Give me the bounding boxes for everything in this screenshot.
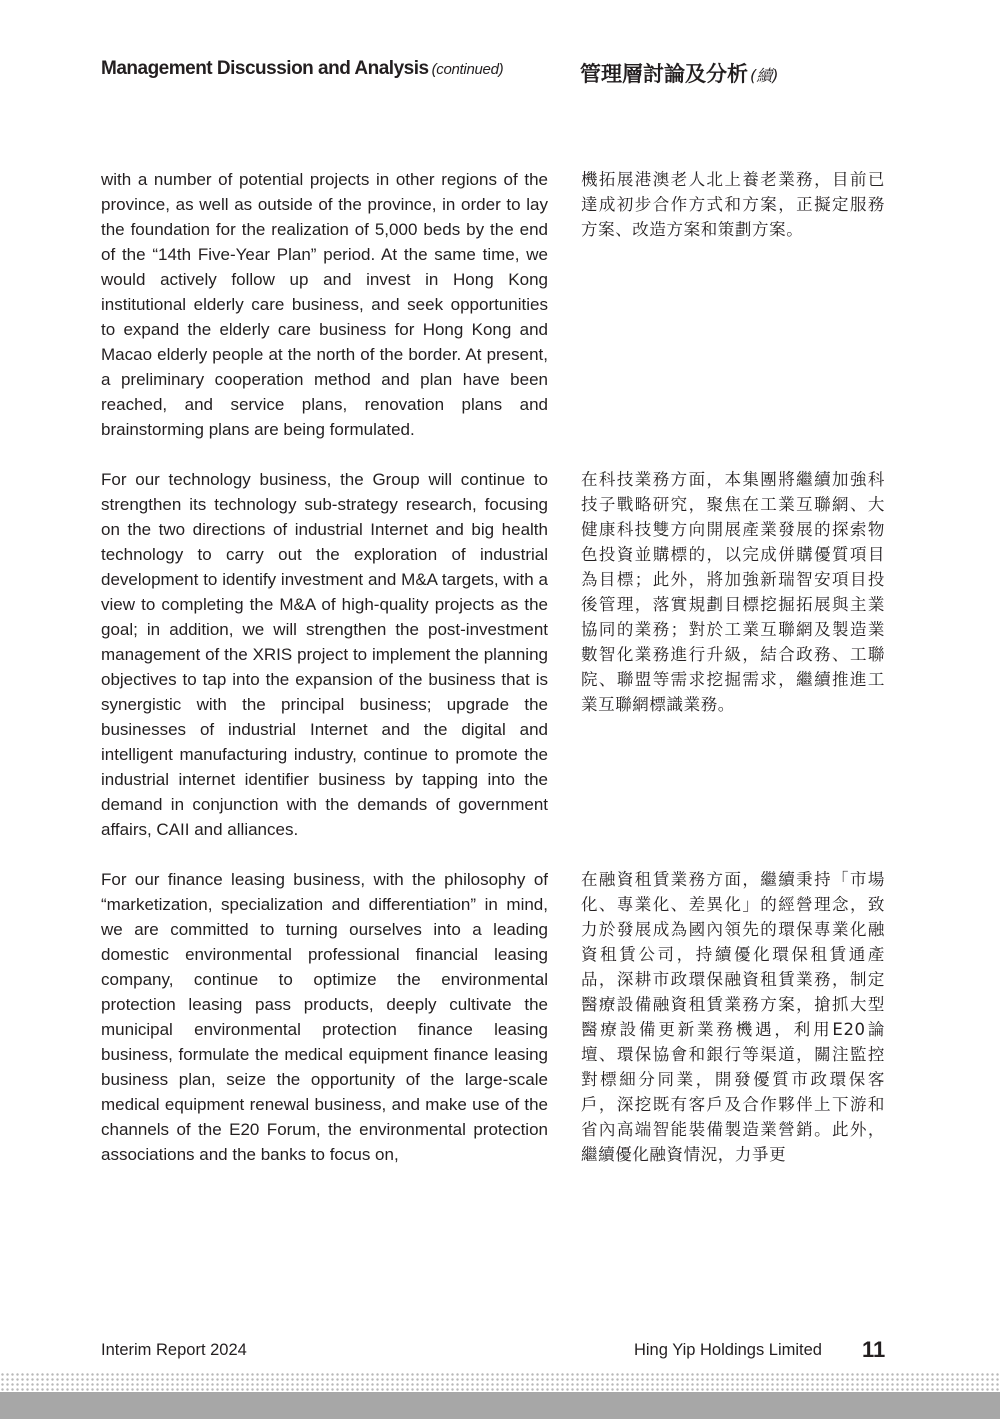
chinese-paragraph-elderly-care: 機拓展港澳老人北上養老業務，目前已達成初步合作方式和方案，正擬定服務方案、改造方案和策劃方案。 bbox=[581, 170, 885, 239]
header-continued-en: (continued) bbox=[431, 61, 504, 78]
page-number: 11 bbox=[862, 1337, 886, 1362]
english-paragraph-technology: For our technology business, the Group will continue to strengthen its technology sub-strategy research, focusing on the two directions of industrial Internet and big health technology to carry out the exploration of industrial development to identify investment and M&A targets, with a view to completing the M&A of high-quality projects as the goal; in addition, we will strengthen the post-investment management of the XRIS project to implement the planning objectives to tap into the expansion of the business that is synergistic with the principal business; upgrade the businesses of industrial Internet and the digital and intelligent manufacturing industry, continue to promote the industrial internet identifier business by tapping into the demand in conjunction with the demands of government affairs, CAII and alliances. bbox=[101, 470, 548, 839]
chinese-paragraph-finance-leasing: 在融資租賃業務方面，繼續秉持「市場化、專業化、差異化」的經營理念，致力於發展成為國內領先的環保專業化融資租賃公司，持續優化環保租賃通產品，深耕市政環保融資租賃業務，制定醫療設備融資租賃業務方案，搶抓大型醫療設備更新業務機遇，利用E20論壇、環保協會和銀行等渠道，關注監控對標細分同業，開發優質市政環保客戶，深挖既有客戶及合作夥伴上下游和省內高端智能裝備製造業營銷。此外，繼續優化融資情況，力爭更 bbox=[581, 870, 885, 1164]
english-paragraph-finance-leasing: For our finance leasing business, with the philosophy of “marketization, specialization and differentiation” in mind, we are committed to turning ourselves into a leading domestic environmental professional financial leasing company, continue to optimize the environmental protection leasing pass products, deeply cultivate the municipal environmental protection finance leasing business, formulate the medical equipment finance leasing business plan, seize the opportunity of the large-scale medical equipment renewal business, and make use of the channels of the E20 Forum, the environmental protection associations and the banks to focus on, bbox=[101, 870, 548, 1164]
chinese-paragraph-technology: 在科技業務方面，本集團將繼續加強科技子戰略研究，聚焦在工業互聯網、大健康科技雙方向開展產業發展的探索物色投資並購標的，以完成併購優質項目為目標；此外，將加強新瑞智安項目投後管理，落實規劃目標挖掘拓展與主業協同的業務；對於工業互聯網及製造業數智化業務進行升級，結合政務、工聯院、聯盟等需求挖掘需求，繼續推進工業互聯網標識業務。 bbox=[581, 470, 885, 714]
dotted-footer-band bbox=[0, 1372, 1000, 1392]
page-header-english bbox=[101, 58, 571, 80]
header-continued-zh: (續) bbox=[750, 66, 779, 85]
page-header-chinese bbox=[580, 58, 900, 88]
header-title-zh: 管理層討論及分析 bbox=[580, 62, 748, 86]
english-paragraph-elderly-care: with a number of potential projects in other regions of the province, as well as outside of the province, in order to lay the foundation for the realization of 5,000 beds by the end of the “14th Five-Year Plan” period. At the same time, we would actively follow up and invest in Hong Kong institutional elderly care business, and seek opportunities to expand the elderly care business for Hong Kong and Macao elderly people at the north of the border. At present, a preliminary cooperation method and plan have been reached, and service plans, renovation plans and brainstorming plans are being formulated. bbox=[101, 170, 548, 439]
header-title-en: Management Discussion and Analysis bbox=[101, 58, 429, 79]
footer-gray-bar bbox=[0, 1392, 1000, 1419]
footer-company-name: Hing Yip Holdings Limited bbox=[633, 1341, 822, 1359]
footer-report-name: Interim Report 2024 bbox=[101, 1341, 247, 1359]
